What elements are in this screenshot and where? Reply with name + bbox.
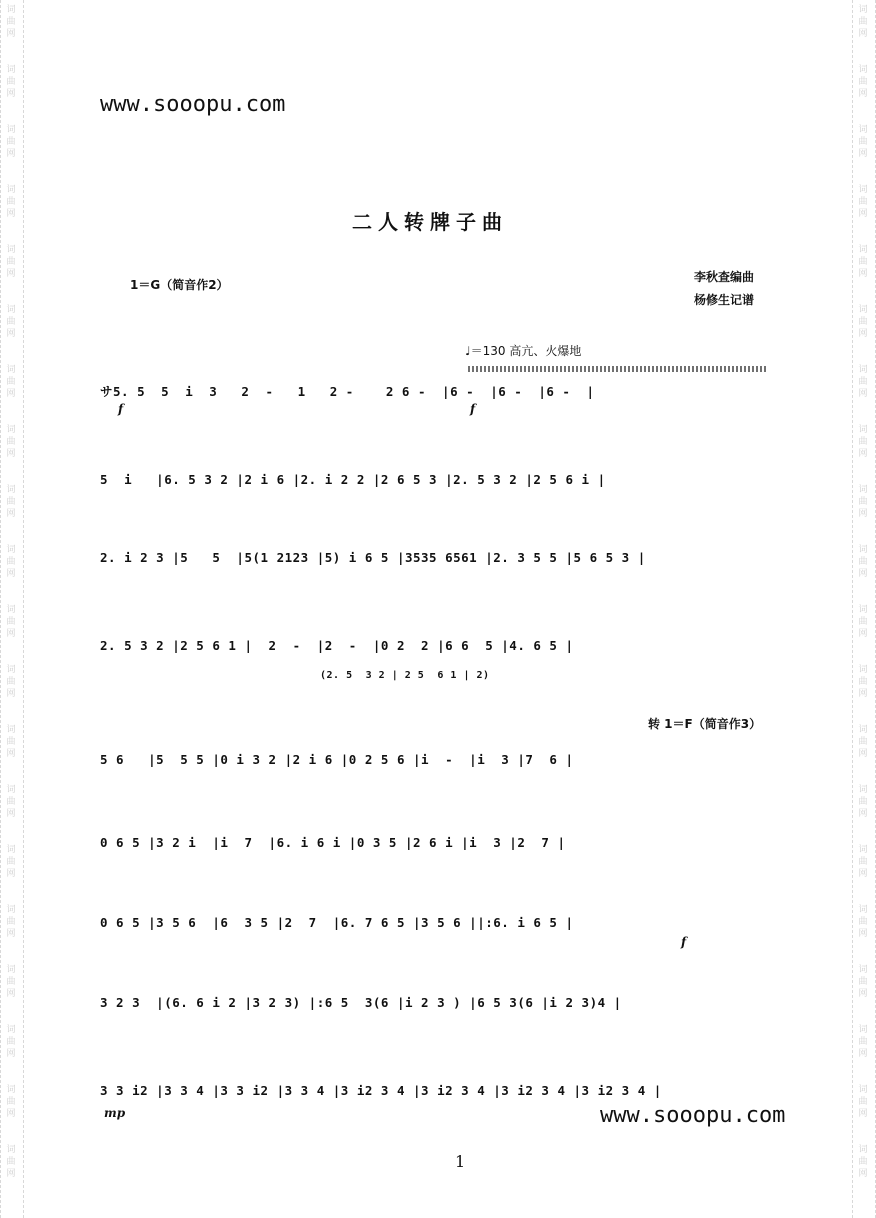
- watermark-glyph: 词 曲 网: [6, 485, 16, 519]
- watermark-glyph: 词 曲 网: [6, 665, 16, 699]
- score-line-9: 3 3 i2 |3 3 4 |3 3 i2 |3 3 4 |3 i2 3 4 |3 i2 3 4 |3 i2 3 4 |3 i2 3 4 |: [100, 1083, 662, 1098]
- watermark-glyph: 词 曲 网: [6, 905, 16, 939]
- watermark-glyph: 词 曲 网: [6, 1025, 16, 1059]
- watermark-glyph: 词 曲 网: [6, 245, 16, 279]
- right-watermark-border: [852, 0, 876, 1218]
- trill-line: [468, 366, 768, 372]
- watermark-glyph: 词 曲 网: [858, 1085, 868, 1119]
- watermark-glyph: 词 曲 网: [858, 965, 868, 999]
- transcriber-credit: 杨修生记谱: [694, 293, 755, 307]
- modulation-marking: 转 1＝F（简音作3）: [648, 717, 762, 731]
- score-line-3: 2. i 2 3 |5 5 |5(1 2123 |5) i 6 5 |3535 6561 |2. 3 5 5 |5 6 5 3 |: [100, 550, 646, 565]
- watermark-glyph: 词 曲 网: [858, 185, 868, 219]
- site-url-top: www.sooopu.com: [100, 92, 286, 117]
- watermark-glyph: 词 曲 网: [6, 125, 16, 159]
- score-line-6: 0 6 5 |3 2 i |i 7 |6. i 6 i |0 3 5 |2 6 i |i 3 |2 7 |: [100, 835, 566, 850]
- tempo-marking: ♩＝130 高亢、火爆地: [465, 344, 582, 358]
- score-line-5: 5 6 |5 5 5 |0 i 3 2 |2 i 6 |0 2 5 6 |i - |i 3 |7 6 |: [100, 752, 574, 767]
- left-watermark-border: [0, 0, 24, 1218]
- score-line-4: 2. 5 3 2 |2 5 6 1 | 2 - |2 - |0 2 2 |6 6 5 |4. 6 5 |: [100, 638, 574, 653]
- song-title: 二人转牌子曲: [352, 210, 508, 234]
- watermark-glyph: 词 曲 网: [858, 425, 868, 459]
- watermark-glyph: 词 曲 网: [858, 485, 868, 519]
- page-number: 1: [455, 1152, 466, 1171]
- dynamic-forte-2: f: [470, 402, 476, 416]
- watermark-glyph: 词 曲 网: [858, 305, 868, 339]
- watermark-glyph: 词 曲 网: [858, 245, 868, 279]
- watermark-glyph: 词 曲 网: [858, 65, 868, 99]
- watermark-glyph: 词 曲 网: [858, 125, 868, 159]
- watermark-glyph: 词 曲 网: [6, 5, 16, 39]
- watermark-glyph: 词 曲 网: [858, 1145, 868, 1179]
- score-line-4-ossia: (2. 5 3 2 | 2 5 6 1 | 2): [320, 670, 490, 681]
- score-line-8: 3 2 3 |(6. 6 i 2 |3 2 3) |:6 5 3(6 |i 2 3 ) |6 5 3(6 |i 2 3)4 |: [100, 995, 622, 1010]
- watermark-glyph: 词 曲 网: [6, 1145, 16, 1179]
- watermark-glyph: 词 曲 网: [858, 5, 868, 39]
- watermark-glyph: 词 曲 网: [858, 665, 868, 699]
- watermark-glyph: 词 曲 网: [858, 905, 868, 939]
- watermark-glyph: 词 曲 网: [858, 725, 868, 759]
- dynamic-mezzo-piano: mp: [104, 1106, 126, 1120]
- watermark-glyph: 词 曲 网: [858, 365, 868, 399]
- watermark-glyph: 词 曲 网: [858, 785, 868, 819]
- watermark-glyph: 词 曲 网: [6, 725, 16, 759]
- watermark-glyph: 词 曲 网: [6, 425, 16, 459]
- score-line-2: 5 i |6. 5 3 2 |2 i 6 |2. i 2 2 |2 6 5 3 |2. 5 3 2 |2 5 6 i |: [100, 472, 606, 487]
- watermark-glyph: 词 曲 网: [6, 305, 16, 339]
- watermark-glyph: 词 曲 网: [6, 545, 16, 579]
- watermark-glyph: 词 曲 网: [858, 605, 868, 639]
- score-line-1: サ5. 5 5 i 3 2 - 1 2 - 2 6 - |6 - |6 - |6 - |: [100, 384, 595, 399]
- dynamic-forte-3: f: [681, 935, 687, 949]
- watermark-glyph: 词 曲 网: [858, 545, 868, 579]
- key-signature: 1＝G（简音作2）: [130, 278, 229, 292]
- watermark-glyph: 词 曲 网: [6, 605, 16, 639]
- watermark-glyph: 词 曲 网: [6, 785, 16, 819]
- watermark-glyph: 词 曲 网: [6, 965, 16, 999]
- watermark-glyph: 词 曲 网: [6, 365, 16, 399]
- composer-credit: 李秋查编曲: [694, 270, 755, 284]
- watermark-glyph: 词 曲 网: [6, 1085, 16, 1119]
- watermark-glyph: 词 曲 网: [6, 845, 16, 879]
- watermark-glyph: 词 曲 网: [6, 65, 16, 99]
- watermark-glyph: 词 曲 网: [6, 185, 16, 219]
- watermark-glyph: 词 曲 网: [858, 1025, 868, 1059]
- score-line-7: 0 6 5 |3 5 6 |6 3 5 |2 7 |6. 7 6 5 |3 5 6 ||:6. i 6 5 |: [100, 915, 574, 930]
- watermark-glyph: 词 曲 网: [858, 845, 868, 879]
- site-url-bottom: www.sooopu.com: [600, 1103, 786, 1128]
- dynamic-forte-1: f: [118, 402, 124, 416]
